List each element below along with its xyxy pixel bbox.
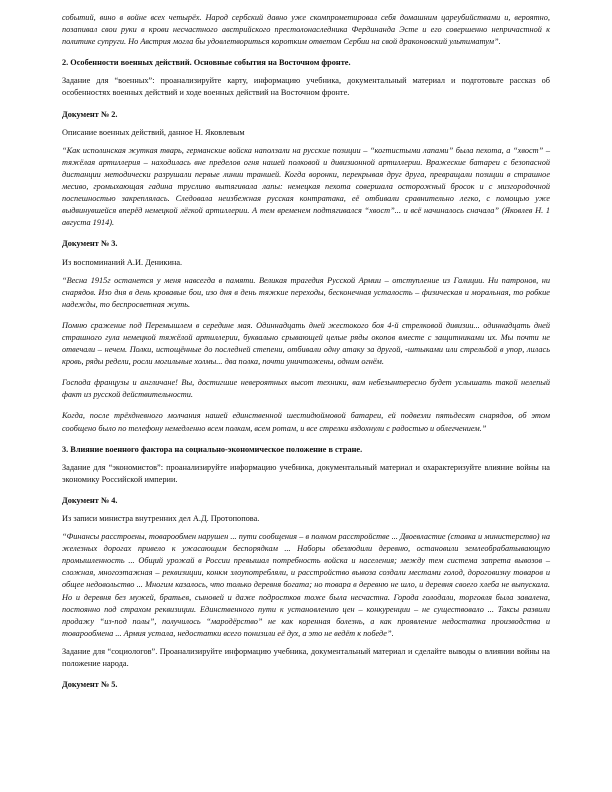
task-economists: Задание для “экономистов”: проанализируйте информацию учебника, документальный материал и охарактеризуйте влияние войны на экономику Российской империи.: [62, 462, 550, 484]
document-quote-2: “Как исполинская жуткая тварь, германские войска наползали на русские позиции – “когтистыми лапами” была пехота, а “хвост” – тяжёлая артиллерия – находилась вне пределов огня нашей полковой и дивизионной артиллерии. Вражеские батареи с безопасной дистанции методически разрушали первые линии траншей. Когда воронки, перекрывая друг друга, превращали позиции в страшное месиво, громыхающая гадина трусливо вытягивала лапы: немецкая пехота совершала осторожный бросок и с мизгородочной поспешностью закреплялась. Следовала неизбежная русская контратака, её отбивали сравнительно легко, с помощью уже выдвинувшейся вперёд немецкой лёгкой артиллерии. А тем временем подтягивался “хвост”... и всё начиналось сначала” (Яковлев Н. 1 августа 1914).: [62, 145, 550, 228]
document-heading-4: Документ № 4.: [62, 495, 118, 505]
document-heading-3: Документ № 3.: [62, 239, 118, 249]
document-quote-3b: Помню сражение под Перемышлем в середине мая. Одиннадцать дней жестокого боя 4-й стрелковой дивизии... одиннадцать дней страшного гула немецкой тяжёлой артиллерии, буквально срывающей целые ряды окопов вместе с защитниками их. Мы почти не отвечали – нечем. Полки, истощённые до последней степени, отбивали одну атаку за другой, -штыками или стрельбой в упор, лилась кровь, ряды редели, росли могильные холмы... два полка, почти уничтожены, одним огнём.: [62, 320, 550, 367]
document-source-2: Описание военных действий, данное Н. Яковлевым: [62, 127, 245, 137]
document-quote-3a: “Весна 1915г останется у меня навсегда в памяти. Великая трагедия Русской Армии – отступление из Галиции. Ни патронов, ни снарядов. Изо дня в день кровавые бои, изо дня в день тяжкие переходы, бесконечная усталость – физическая и моральная, то робкие надежды, то беспросветная жуть.: [62, 275, 550, 309]
quote-continuation: событий, вино в войне всех четырёх. Народ сербский давно уже скомпрометировал себя домашним цареубийствами и, вероятно, позапивал свои руки в крови несчастного австрийского престолонаследника Фердинанда Эсте и его совершенно непричастной к политике супруги. Но Австрия могла бы удовлетвориться коротким ответом Сербии на свой драконовский ультиматум”.: [62, 13, 550, 47]
document-quote-3d: Когда, после трёхдневного молчания нашей единственной шестидюймовой батареи, ей подвезли пятьдесят снарядов, об этом сообщено было по телефону немедленно всем полкам, всем ротам, и все стрелки вздохнули с радостью и облегчением.”: [62, 411, 550, 433]
task-military: Задание для “военных”: проанализируйте карту, информацию учебника, документальный материал и подготовьте рассказ об особенностях военных действий и ходе военных действий на Восточном фронте.: [62, 76, 550, 98]
document-quote-4: “Финансы расстроены, товарообмен нарушен ... пути сообщения – в полном расстройстве ... Двоевластие (ставка и министерство) на железных дорогах привело к ужасающим беспорядкам ... Наборы обезлюдили деревню, остановили землеобрабатывающую промышленность ... Общий урожай в России превышал потребность войска и населения; между тем система запрета вывозов – сложная, многоэтажная – реквизиции, конкм злоупотребляли, и расстройство вывоза создали местами голод, дороговизну товаров и общее недовольство ... Многим казалось, что только деревня богата; но товара в деревню не шло, и деревня своего хлеба не выпускала. Но и деревня без мужей, братьев, сыновей и даже подростков тоже была несчастна. Города голодали, торговля была завалена, постоянно под страхом реквизиции. Единственного пути к установлению цен – конкуренции – не существовало ... Таксы развили продажу “из-под полы”, получилось “мародёрство” не как коренная болезнь, а как проявление недостатка производства и товарообмена ... Армия устала, недостатки всего понизили её дух, а это не ведёт к победе”.: [62, 532, 550, 638]
document-source-3: Из воспоминаний А.И. Деникина.: [62, 257, 183, 267]
document-heading-2: Документ № 2.: [62, 109, 118, 119]
section-heading-3: 3. Влияние военного фактора на социально-экономическое положение в стране.: [62, 444, 363, 454]
task-sociologists: Задание для “социологов”. Проанализируйте информацию учебника, документальный материал и сделайте выводы о влиянии войны на положение народа.: [62, 646, 550, 669]
document-source-4: Из записи министра внутренних дел А.Д. Протопопова.: [62, 514, 260, 523]
section-heading-2: 2. Особенности военных действий. Основные события на Восточном фронте.: [62, 58, 351, 68]
document-quote-3c: Господа французы и англичане! Вы, достигшие невероятных высот техники, вам небезынтересно будет услышать такой нелепый факт из русской действительности.: [62, 378, 550, 400]
document-heading-5: Документ № 5.: [62, 680, 118, 690]
